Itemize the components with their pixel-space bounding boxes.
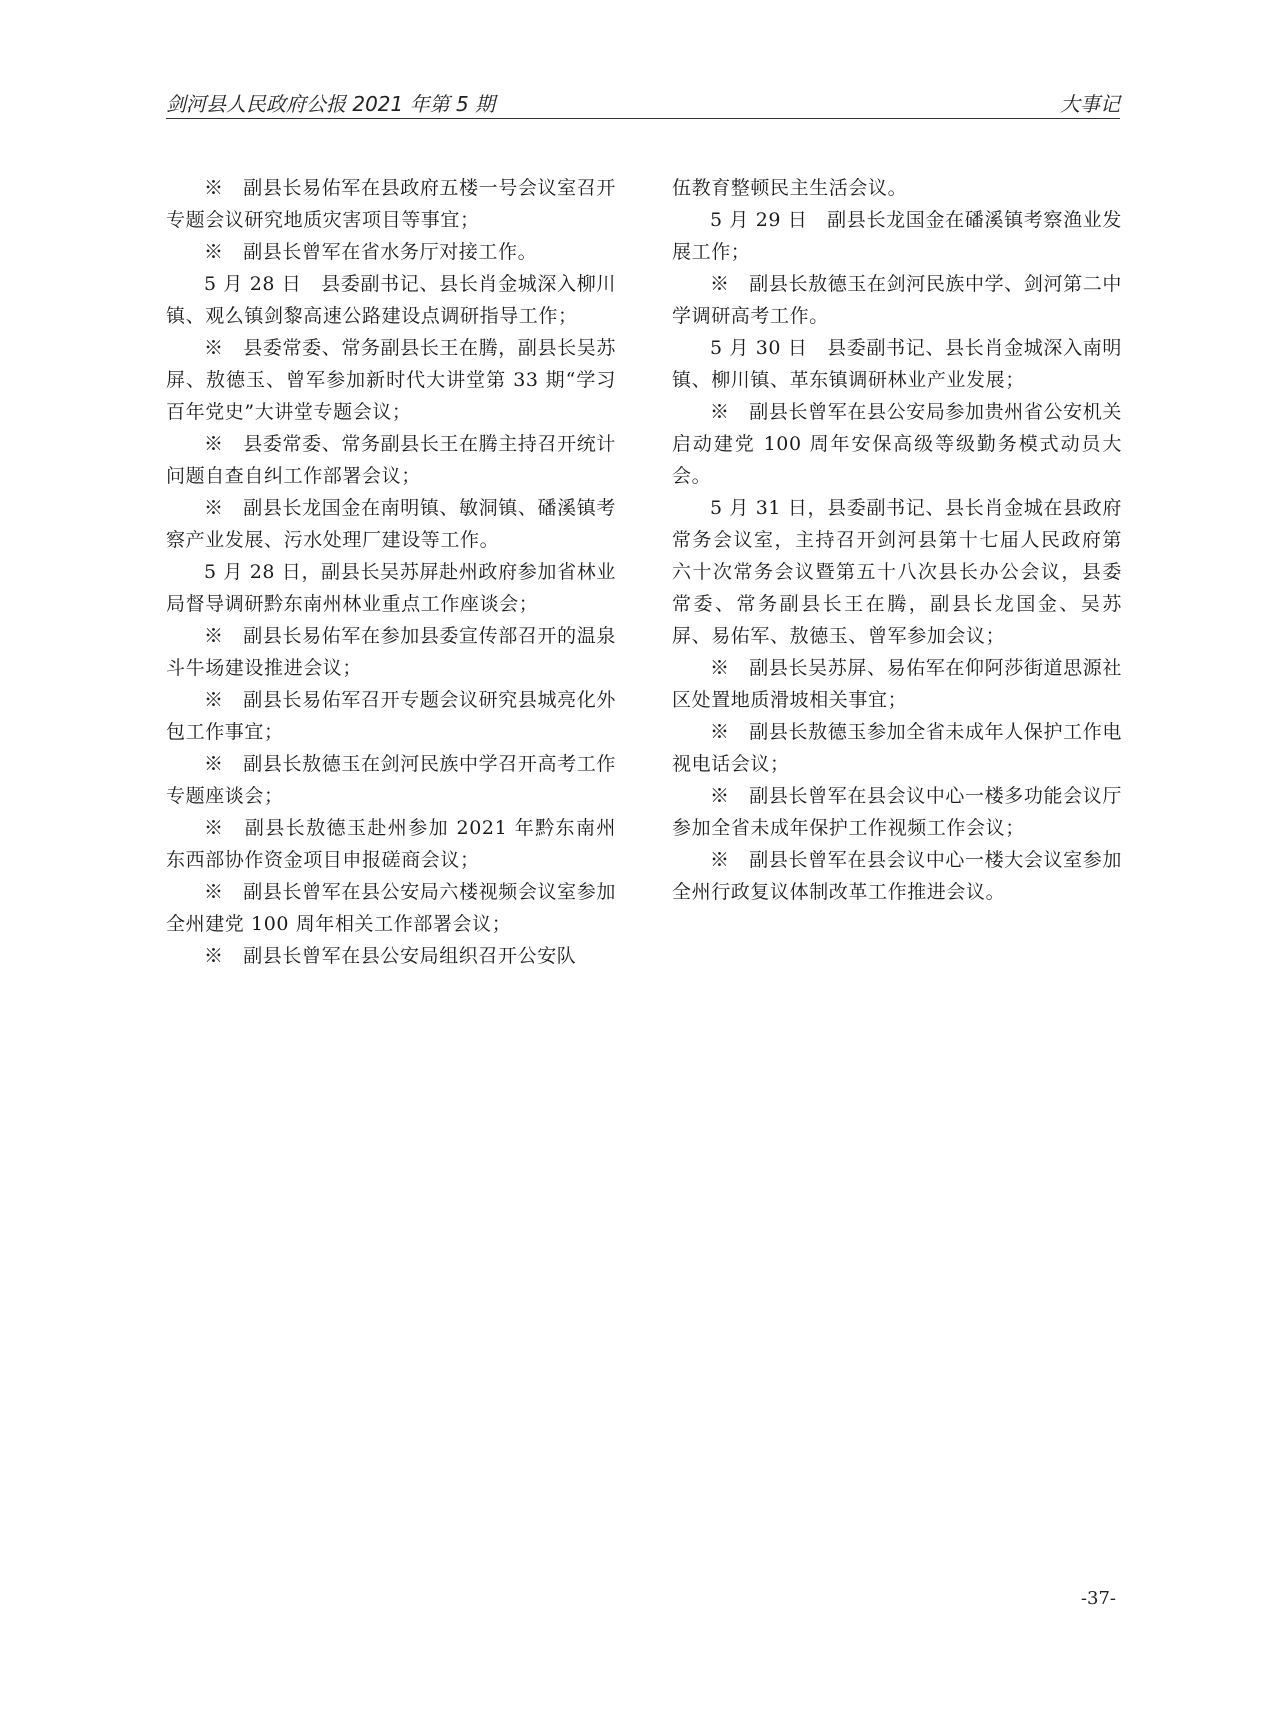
- event-entry: 5 月 28 日 县委副书记、县长肖金城深入柳川镇、观么镇剑黎高速公路建设点调研指导工作；: [166, 273, 616, 327]
- event-entry: 5 月 30 日 县委副书记、县长肖金城深入南明镇、柳川镇、革东镇调研林业产业发展；: [672, 337, 1122, 391]
- event-entry: ※ 副县长曾军在县会议中心一楼大会议室参加全州行政复议体制改革工作推进会议。: [672, 849, 1122, 903]
- event-entry: ※ 副县长敖德玉在剑河民族中学、剑河第二中学调研高考工作。: [672, 273, 1122, 327]
- event-entry: 5 月 28 日，副县长吴苏屏赴州政府参加省林业局督导调研黔东南州林业重点工作座谈会；: [166, 561, 616, 615]
- event-entry-continuation: 伍教育整顿民主生活会议。: [672, 177, 908, 199]
- event-entry: ※ 副县长吴苏屏、易佑军在仰阿莎街道思源社区处置地质滑坡相关事宜；: [672, 657, 1122, 711]
- event-entry: ※ 副县长曾军在县公安局参加贵州省公安机关启动建党 100 周年安保高级等级勤务模式动员大会。: [672, 401, 1122, 487]
- event-entry: 5 月 31 日，县委副书记、县长肖金城在县政府常务会议室，主持召开剑河县第十七届人民政府第六十次常务会议暨第五十八次县长办公会议，县委常委、常务副县长王在腾，副县长龙国金、吴苏屏、易佑军、敖德玉、曾军参加会议；: [672, 497, 1122, 647]
- event-entry: ※ 副县长敖德玉赴州参加 2021 年黔东南州东西部协作资金项目申报磋商会议；: [166, 817, 616, 871]
- event-entry: ※ 副县长曾军在县公安局组织召开公安队: [204, 945, 577, 967]
- event-entry: ※ 副县长曾军在县会议中心一楼多功能会议厅参加全省未成年保护工作视频工作会议；: [672, 785, 1122, 839]
- event-entry: ※ 县委常委、常务副县长王在腾主持召开统计问题自查自纠工作部署会议；: [166, 433, 616, 487]
- event-entry: ※ 副县长易佑军在参加县委宣传部召开的温泉斗牛场建设推进会议；: [166, 625, 616, 679]
- header-divider: [166, 118, 1120, 119]
- event-entry: ※ 副县长龙国金在南明镇、敏洞镇、磻溪镇考察产业发展、污水处理厂建设等工作。: [166, 497, 616, 551]
- event-entry: ※ 副县长敖德玉在剑河民族中学召开高考工作专题座谈会；: [166, 753, 616, 807]
- event-entry: ※ 副县长易佑军召开专题会议研究县城亮化外包工作事宜；: [166, 689, 616, 743]
- left-column: [166, 172, 616, 972]
- event-entry: ※ 副县长敖德玉参加全省未成年人保护工作电视电话会议；: [672, 721, 1122, 775]
- event-entry: ※ 副县长易佑军在县政府五楼一号会议室召开专题会议研究地质灾害项目等事宜；: [166, 177, 616, 231]
- section-title: 大事记: [1060, 92, 1120, 116]
- event-entry: ※ 副县长曾军在省水务厅对接工作。: [204, 241, 538, 263]
- right-column: [672, 172, 1122, 908]
- page-number: -37-: [1080, 1588, 1116, 1609]
- publication-title: 剑河县人民政府公报 2021 年第 5 期: [166, 92, 496, 116]
- event-entry: 5 月 29 日 副县长龙国金在磻溪镇考察渔业发展工作；: [672, 209, 1122, 263]
- page-header: [166, 88, 1120, 118]
- event-entry: ※ 县委常委、常务副县长王在腾，副县长吴苏屏、敖德玉、曾军参加新时代大讲堂第 33 期“学习百年党史”大讲堂专题会议；: [166, 337, 616, 423]
- event-entry: ※ 副县长曾军在县公安局六楼视频会议室参加全州建党 100 周年相关工作部署会议；: [166, 881, 616, 935]
